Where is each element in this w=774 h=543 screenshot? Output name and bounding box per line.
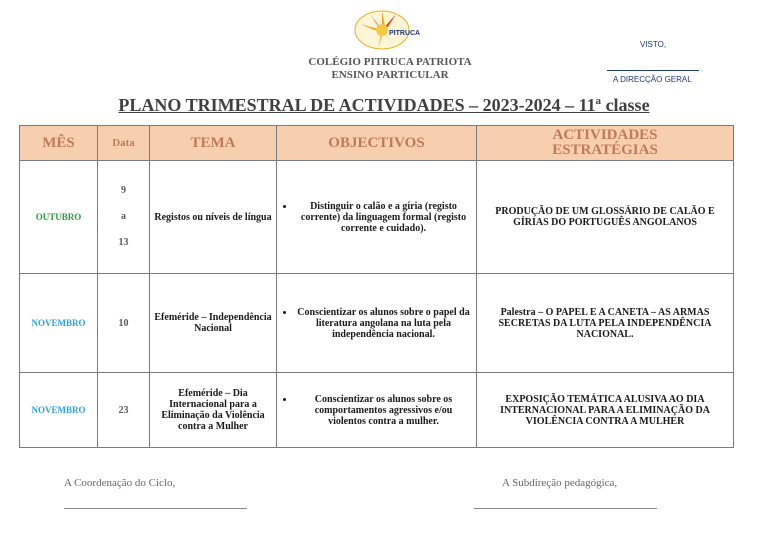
activities-table [19,125,734,448]
row-date-end: 13 [118,237,129,248]
objective-bullet: • Conscientizar os alunos sobre os comportamentos agressivos e/ou violentos contra a mulher. [295,394,472,427]
table-row [20,274,734,373]
row-theme: Registos ou níveis de língua [150,161,277,274]
row-objective [277,373,477,448]
subdirecao-signature-line [474,508,657,509]
header-actividades-line2: ESTRATÉGIAS [552,142,658,158]
subdirecao-label: A Subdireção pedagógica, [502,477,618,489]
row-month: NOVEMBRO [20,274,98,373]
row-date: 23 [98,373,150,448]
header-mes: MÊS [20,126,98,161]
page-title: PLANO TRIMESTRAL DE ACTIVIDADES – 2023-2024 – 11ª classe [118,95,650,115]
row-objective [277,161,477,274]
visto-label: VISTO, [640,40,667,49]
school-logo [352,8,421,52]
row-theme: Efeméride – Dia Internacional para a Eliminação da Violência contra a Mulher [150,373,277,448]
coordenacao-label: A Coordenação do Ciclo, [64,477,176,489]
header-tema: TEMA [150,126,277,161]
row-activity: Palestra – O PAPEL E A CANETA – AS ARMAS SECRETAS DA LUTA PELA INDEPENDÊNCIA NACIONAL. [477,274,734,373]
logo-text: PITRUCA [389,30,421,37]
table-row [20,161,734,274]
table-header-row [20,126,734,161]
table-row [20,373,734,448]
row-theme: Efeméride – Independência Nacional [150,274,277,373]
visto-signature-line [607,70,699,71]
row-month: OUTUBRO [20,161,98,274]
row-month: NOVEMBRO [20,373,98,448]
header-actividades [477,126,734,161]
row-activity: EXPOSIÇÃO TEMÁTICA ALUSIVA AO DIA INTERNACIONAL PARA A ELIMINAÇÃO DA VIOLÊNCIA CONTRA A MULHER [477,373,734,448]
row-objective [277,274,477,373]
header-data: Data [98,126,150,161]
row-date-sep: a [121,211,126,222]
header-objectivos: OBJECTIVOS [277,126,477,161]
row-date: 10 [98,274,150,373]
coordenacao-signature-line [64,508,247,509]
direcao-label: A DIRECÇÃO GERAL [613,75,692,84]
school-name: COLÉGIO PITRUCA PATRIOTA [308,56,472,68]
objective-bullet: • Distinguir o calão e a gíria (registo corrente) da linguagem formal (registo corrente e cuidado). [295,201,472,234]
row-date [98,161,150,274]
objective-bullet: • Conscientizar os alunos sobre o papel da literatura angolana na luta pela independência nacional. [295,307,472,340]
row-date-start: 9 [121,185,126,196]
row-activity: PRODUÇÃO DE UM GLOSSÁRIO DE CALÃO E GÍRIAS DO PORTUGUÊS ANGOLANOS [477,161,734,274]
header-actividades-line1: ACTIVIDADES [552,127,658,143]
school-type: ENSINO PARTICULAR [331,69,449,81]
